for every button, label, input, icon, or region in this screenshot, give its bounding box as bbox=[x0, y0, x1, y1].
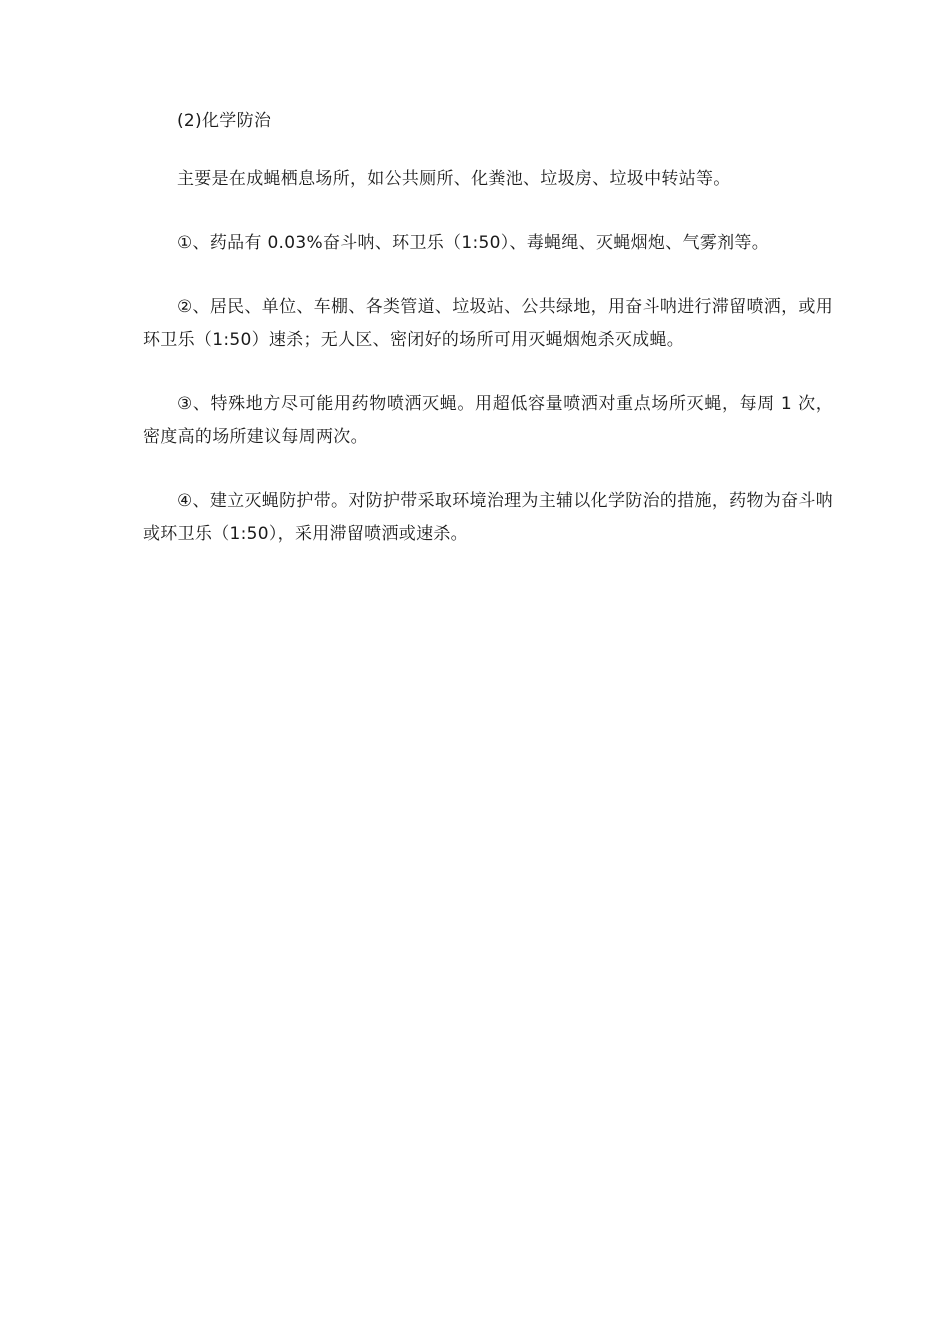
paragraph-item-1: ①、药品有 0.03%奋斗呐、环卫乐（1:50）、毒蝇绳、灭蝇烟炮、气雾剂等。 bbox=[177, 233, 770, 253]
document-body bbox=[143, 105, 833, 582]
paragraph-intro: 主要是在成蝇栖息场所，如公共厕所、化粪池、垃圾房、垃圾中转站等。 bbox=[177, 169, 731, 189]
section-heading: (2)化学防治 bbox=[177, 111, 272, 131]
paragraph-item-4: ④、建立灭蝇防护带。对防护带采取环境治理为主辅以化学防治的措施，药物为奋斗呐或环卫乐（1:50），采用滞留喷洒或速杀。 bbox=[143, 491, 833, 544]
paragraph-item-2: ②、居民、单位、车棚、各类管道、垃圾站、公共绿地，用奋斗呐进行滞留喷洒，或用环卫乐（1:50）速杀；无人区、密闭好的场所可用灭蝇烟炮杀灭成蝇。 bbox=[143, 297, 833, 350]
paragraph-item-3: ③、特殊地方尽可能用药物喷洒灭蝇。用超低容量喷洒对重点场所灭蝇，每周 1 次，密度高的场所建议每周两次。 bbox=[143, 394, 833, 447]
